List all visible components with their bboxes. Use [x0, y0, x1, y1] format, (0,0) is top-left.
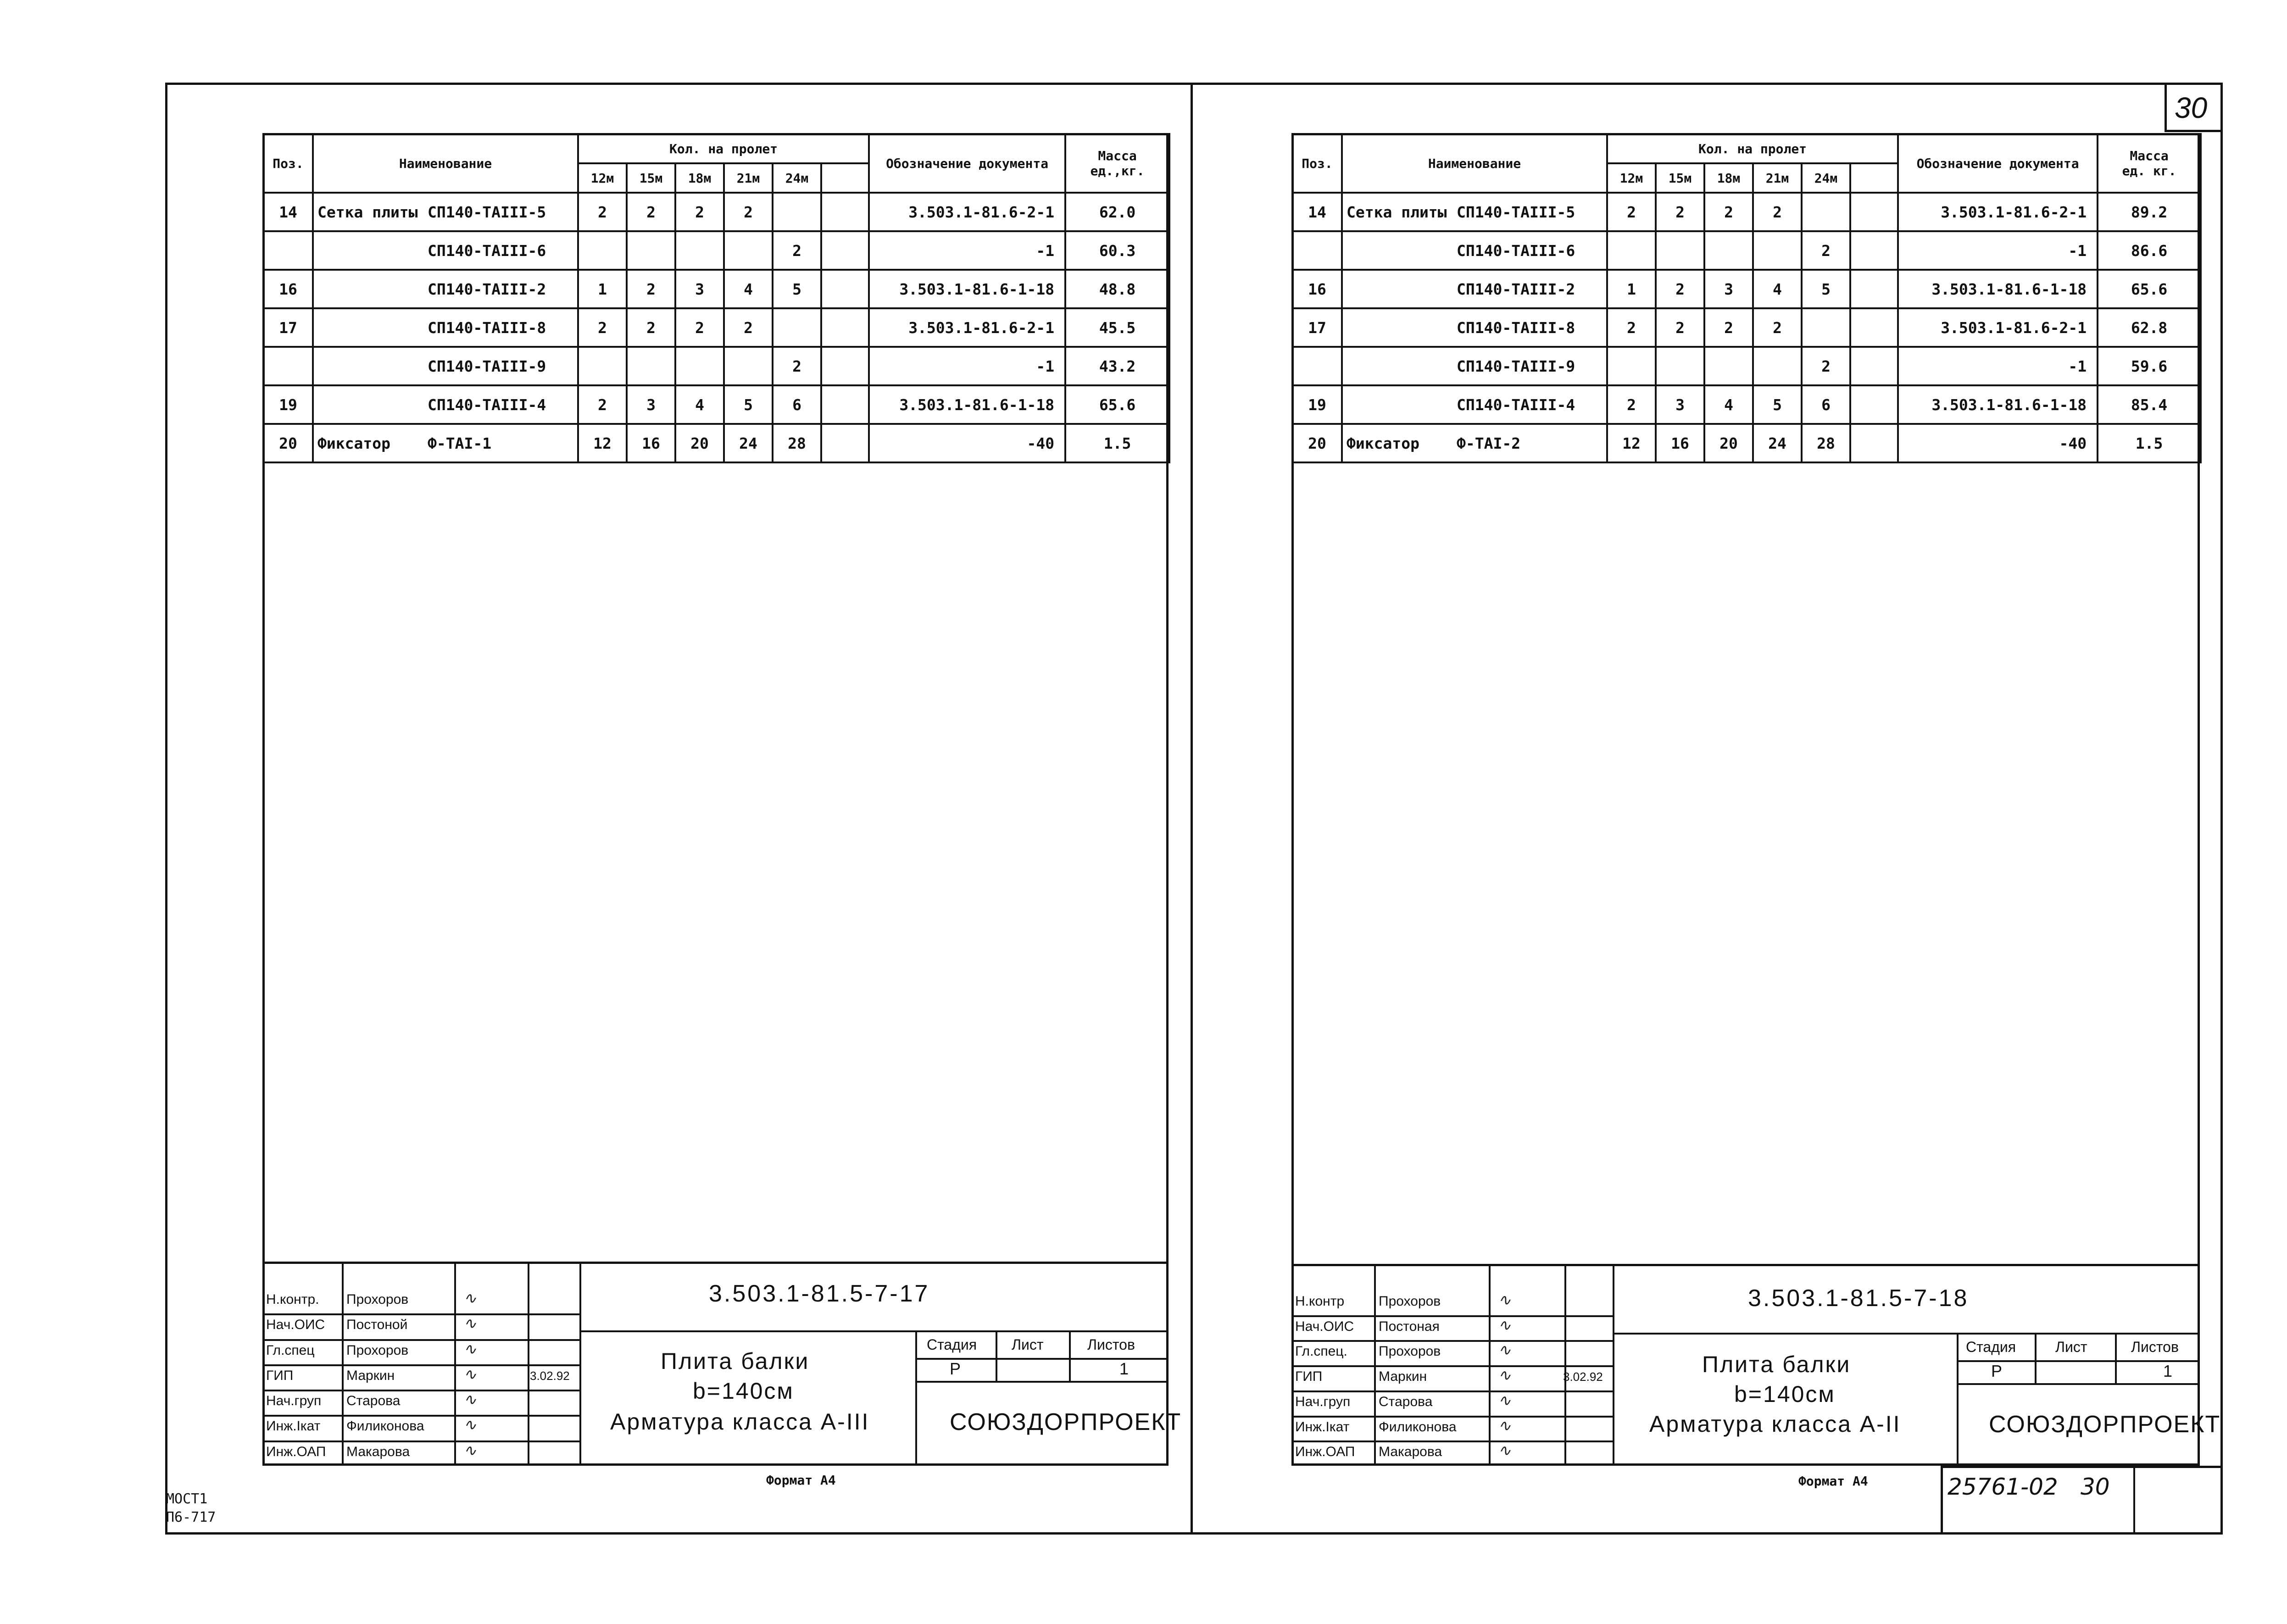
doc-cell: -40 [1898, 424, 2098, 462]
mass-cell: 62.0 [1065, 193, 1169, 231]
right-org: СОЮЗДОРПРОЕКТ [1989, 1411, 2221, 1438]
name-cell [1342, 193, 1607, 231]
tb-role: Нач.ОИС [1295, 1318, 1354, 1334]
margin-note-line2: П6-717 [166, 1509, 216, 1525]
mass-cell: 59.6 [2098, 347, 2201, 385]
tb-role: Нач.груп [1295, 1394, 1351, 1409]
name-cell [1342, 424, 1607, 462]
name-cell [313, 308, 578, 347]
right-doc-code: 3.503.1-81.5-7-18 [1748, 1285, 1969, 1312]
doc-cell: -1 [869, 347, 1065, 385]
tb-role: Гл.спец. [1295, 1344, 1347, 1359]
left-title-line1: Плита балки [661, 1348, 810, 1374]
qty-cell: 24 [1753, 424, 1802, 462]
mass-cell: 60.3 [1065, 231, 1169, 270]
qty-cell [675, 231, 724, 270]
qty-cell: 2 [1607, 308, 1656, 347]
qty-cell [724, 231, 773, 270]
tb-signature: ∿ [1498, 1316, 1511, 1335]
title-block-row-line [262, 1440, 579, 1442]
mass-cell: 65.6 [2098, 270, 2201, 308]
qty-cell [821, 270, 869, 308]
item-name: СП140-ТАIII-5 [428, 203, 546, 221]
tb-signature: ∿ [463, 1340, 477, 1358]
mass-cell: 85.4 [2098, 385, 2201, 424]
doc-cell: -1 [1898, 231, 2098, 270]
qty-cell: 12 [578, 424, 627, 462]
qty-cell: 2 [1656, 308, 1704, 347]
mass-cell: 43.2 [1065, 347, 1169, 385]
qty-cell [627, 347, 675, 385]
qty-cell: 2 [675, 308, 724, 347]
title-block-row-line [1291, 1416, 1613, 1418]
title-block-row-line [1291, 1315, 1613, 1317]
item-name: СП140-ТАIII-8 [1457, 318, 1575, 337]
tb-role: Гл.спец [266, 1342, 315, 1358]
archive-page: 30 [2081, 1474, 2110, 1500]
qty-cell: 12 [1607, 424, 1656, 462]
title-block-row-line [262, 1415, 579, 1417]
table-row [1292, 347, 2201, 385]
pos-cell [1292, 231, 1342, 270]
pos-cell: 17 [263, 308, 313, 347]
pos-cell: 14 [263, 193, 313, 231]
title-block-row-line [1291, 1340, 1613, 1342]
span-extra [1850, 163, 1898, 193]
qty-cell: 2 [1656, 270, 1704, 308]
span-12: 12м [578, 163, 627, 193]
qty-cell [1607, 231, 1656, 270]
tb-role: ГИП [1295, 1369, 1323, 1385]
qty-cell: 2 [675, 193, 724, 231]
pos-cell: 17 [1292, 308, 1342, 347]
title-block-row-line [262, 1364, 579, 1366]
qty-cell [1850, 424, 1898, 462]
qty-cell: 5 [773, 270, 821, 308]
qty-cell: 2 [1802, 231, 1850, 270]
item-name: СП140-ТАIII-4 [428, 395, 546, 414]
table-row [1292, 424, 2201, 462]
tb-signature: ∿ [463, 1314, 477, 1333]
doc-cell: 3.503.1-81.6-2-1 [1898, 193, 2098, 231]
header-pos: Поз. [1292, 134, 1342, 193]
pos-cell [263, 231, 313, 270]
tb-name: Маркин [1379, 1369, 1427, 1385]
qty-cell [773, 193, 821, 231]
tb-role: Инж.Iкат [1295, 1419, 1350, 1435]
qty-cell [1850, 193, 1898, 231]
tb-role: ГИП [266, 1368, 294, 1383]
span-21: 21м [1753, 163, 1802, 193]
qty-cell: 2 [1802, 347, 1850, 385]
qty-cell [821, 231, 869, 270]
tb-name: Филиконова [1379, 1419, 1457, 1435]
mass-cell: 86.6 [2098, 231, 2201, 270]
left-title-line3: Арматура класса А-III [610, 1409, 870, 1435]
qty-cell: 2 [627, 270, 675, 308]
mass-cell: 1.5 [2098, 424, 2201, 462]
name-cell [313, 193, 578, 231]
name-cell [1342, 231, 1607, 270]
qty-cell: 28 [773, 424, 821, 462]
doc-cell: -1 [869, 231, 1065, 270]
qty-cell [1850, 347, 1898, 385]
header-mass-line2: ед.,кг. [1090, 163, 1145, 178]
span-15: 15м [627, 163, 675, 193]
qty-cell: 16 [1656, 424, 1704, 462]
pos-cell [263, 347, 313, 385]
tb-name: Маркин [346, 1368, 395, 1383]
qty-cell: 2 [1607, 385, 1656, 424]
right-title-line1: Плита балки [1702, 1351, 1851, 1377]
name-prefix: Фиксатор [1347, 434, 1419, 452]
right-stage-label: Стадия [1966, 1339, 2016, 1355]
tb-signature: ∿ [1498, 1291, 1511, 1309]
right-stage: Р [1991, 1362, 2003, 1380]
item-name: СП140-ТАIII-2 [1457, 280, 1575, 298]
qty-cell: 2 [1704, 193, 1753, 231]
header-mass-line1: Масса [2130, 148, 2169, 163]
tb-name: Постоной [346, 1317, 408, 1333]
table-row [263, 193, 1169, 231]
qty-cell: 4 [1704, 385, 1753, 424]
doc-cell: 3.503.1-81.6-1-18 [1898, 385, 2098, 424]
left-spec-table [262, 133, 1170, 463]
span-18: 18м [675, 163, 724, 193]
title-block-row-line [1291, 1390, 1613, 1392]
tb-signature: ∿ [1498, 1366, 1511, 1385]
header-pos: Поз. [263, 134, 313, 193]
name-prefix: Сетка плиты [317, 203, 418, 221]
qty-cell [675, 347, 724, 385]
doc-cell: 3.503.1-81.6-2-1 [1898, 308, 2098, 347]
qty-cell [1802, 193, 1850, 231]
item-name: Ф-ТАI-2 [1457, 434, 1521, 452]
item-name: СП140-ТАIII-4 [1457, 395, 1575, 414]
item-name: СП140-ТАIII-6 [1457, 241, 1575, 260]
title-block-row-line [262, 1313, 579, 1315]
qty-cell: 2 [627, 308, 675, 347]
tb-name: Прохоров [1379, 1294, 1441, 1309]
tb-name: Филиконова [346, 1418, 424, 1434]
doc-cell: 3.503.1-81.6-2-1 [869, 193, 1065, 231]
left-org: СОЮЗДОРПРОЕКТ [950, 1409, 1182, 1435]
qty-cell [1850, 231, 1898, 270]
header-mass-line1: Масса [1098, 148, 1137, 163]
qty-cell: 2 [578, 193, 627, 231]
item-name: Ф-ТАI-1 [428, 434, 492, 452]
header-mass-line2: ед. кг. [2122, 163, 2176, 178]
span-24: 24м [773, 163, 821, 193]
title-block-row-line [1291, 1440, 1613, 1442]
qty-cell: 5 [724, 385, 773, 424]
name-prefix: Сетка плиты [1347, 203, 1447, 221]
header-doc: Обозначение документа [869, 134, 1065, 193]
tb-name: Прохоров [346, 1342, 409, 1358]
qty-cell [1753, 347, 1802, 385]
qty-cell: 28 [1802, 424, 1850, 462]
pos-cell: 19 [1292, 385, 1342, 424]
tb-signature: ∿ [463, 1365, 477, 1384]
doc-cell: -40 [869, 424, 1065, 462]
right-title-line2: b=140см [1734, 1381, 1836, 1407]
qty-cell: 24 [724, 424, 773, 462]
mass-cell: 65.6 [1065, 385, 1169, 424]
qty-cell [724, 347, 773, 385]
name-cell [1342, 270, 1607, 308]
qty-cell: 2 [724, 308, 773, 347]
header-mass [2098, 134, 2201, 193]
tb-signature: ∿ [463, 1416, 477, 1435]
qty-cell: 2 [773, 347, 821, 385]
left-doc-code: 3.503.1-81.5-7-17 [709, 1280, 930, 1307]
header-mass [1065, 134, 1169, 193]
tb-date: 3.02.92 [1563, 1370, 1603, 1384]
pos-cell: 20 [1292, 424, 1342, 462]
table-row [1292, 385, 2201, 424]
archive-number: 25761-02 [1948, 1474, 2058, 1500]
header-qty: Кол. на пролет [1607, 134, 1898, 163]
table-row [1292, 270, 2201, 308]
qty-cell: 4 [724, 270, 773, 308]
qty-cell: 2 [1607, 193, 1656, 231]
qty-cell: 2 [1704, 308, 1753, 347]
qty-cell: 6 [773, 385, 821, 424]
mass-cell: 89.2 [2098, 193, 2201, 231]
qty-cell [1607, 347, 1656, 385]
name-cell [1342, 347, 1607, 385]
qty-cell: 2 [578, 308, 627, 347]
name-cell [313, 347, 578, 385]
qty-cell [821, 385, 869, 424]
doc-cell: -1 [1898, 347, 2098, 385]
right-sheets-label: Листов [2131, 1339, 2179, 1355]
span-15: 15м [1656, 163, 1704, 193]
qty-cell [1704, 347, 1753, 385]
page-number: 30 [2175, 91, 2208, 124]
right-spec-table [1291, 133, 2202, 463]
pos-cell: 19 [263, 385, 313, 424]
qty-cell [1802, 308, 1850, 347]
tb-name: Макарова [1379, 1444, 1442, 1460]
tb-role: Нач.ОИС [266, 1317, 325, 1333]
header-qty: Кол. на пролет [578, 134, 869, 163]
qty-cell: 3 [675, 270, 724, 308]
qty-cell [821, 424, 869, 462]
qty-cell [773, 308, 821, 347]
tb-signature: ∿ [463, 1390, 477, 1409]
table-row [1292, 308, 2201, 347]
item-name: СП140-ТАIII-8 [428, 318, 546, 337]
qty-cell [578, 347, 627, 385]
tb-date: 3.02.92 [530, 1368, 570, 1383]
name-cell [1342, 385, 1607, 424]
left-stage: Р [950, 1359, 961, 1378]
qty-cell [1753, 231, 1802, 270]
qty-cell [821, 308, 869, 347]
name-prefix: Фиксатор [317, 434, 390, 452]
qty-cell: 2 [1753, 308, 1802, 347]
doc-cell: 3.503.1-81.6-1-18 [1898, 270, 2098, 308]
left-sheets: 1 [1119, 1359, 1129, 1378]
header-name: Наименование [1342, 134, 1607, 193]
qty-cell: 3 [1656, 385, 1704, 424]
qty-cell: 2 [773, 231, 821, 270]
span-24: 24м [1802, 163, 1850, 193]
left-sheets-label: Листов [1087, 1336, 1135, 1353]
mass-cell: 62.8 [2098, 308, 2201, 347]
name-cell [313, 270, 578, 308]
name-cell [313, 424, 578, 462]
span-18: 18м [1704, 163, 1753, 193]
left-format: Формат А4 [766, 1473, 836, 1488]
pos-cell: 14 [1292, 193, 1342, 231]
qty-cell: 16 [627, 424, 675, 462]
mass-cell: 45.5 [1065, 308, 1169, 347]
pos-cell: 20 [263, 424, 313, 462]
tb-name: Прохоров [1379, 1344, 1441, 1359]
qty-cell: 4 [675, 385, 724, 424]
tb-signature: ∿ [463, 1441, 477, 1460]
tb-signature: ∿ [1498, 1441, 1511, 1460]
tb-role: Н.контр. [266, 1292, 319, 1307]
doc-cell: 3.503.1-81.6-1-18 [869, 385, 1065, 424]
right-sheets: 1 [2163, 1362, 2173, 1380]
table-row [263, 385, 1169, 424]
qty-cell: 6 [1802, 385, 1850, 424]
qty-cell: 3 [627, 385, 675, 424]
qty-cell [821, 193, 869, 231]
tb-signature: ∿ [1498, 1416, 1511, 1435]
qty-cell [1704, 231, 1753, 270]
item-name: СП140-ТАIII-9 [1457, 357, 1575, 375]
tb-role: Инж.ОАП [266, 1444, 326, 1459]
table-row [263, 424, 1169, 462]
qty-cell [1656, 231, 1704, 270]
qty-cell: 3 [1704, 270, 1753, 308]
qty-cell: 2 [1753, 193, 1802, 231]
tb-name: Старова [1379, 1394, 1433, 1409]
name-cell [1342, 308, 1607, 347]
table-row [263, 347, 1169, 385]
span-12: 12м [1607, 163, 1656, 193]
qty-cell: 4 [1753, 270, 1802, 308]
doc-cell: 3.503.1-81.6-1-18 [869, 270, 1065, 308]
item-name: СП140-ТАIII-6 [428, 241, 546, 260]
table-row [263, 231, 1169, 270]
mass-cell: 48.8 [1065, 270, 1169, 308]
title-block-row-line [262, 1339, 579, 1341]
left-stage-label: Стадия [927, 1336, 977, 1353]
table-row [1292, 193, 2201, 231]
item-name: СП140-ТАIII-5 [1457, 203, 1575, 221]
doc-cell: 3.503.1-81.6-2-1 [869, 308, 1065, 347]
tb-name: Постоная [1379, 1318, 1440, 1334]
qty-cell: 1 [578, 270, 627, 308]
qty-cell [578, 231, 627, 270]
qty-cell: 2 [1656, 193, 1704, 231]
table-row [263, 308, 1169, 347]
tb-role: Н.контр [1295, 1294, 1345, 1309]
pos-cell: 16 [263, 270, 313, 308]
qty-cell [627, 231, 675, 270]
tb-name: Прохоров [346, 1292, 409, 1307]
qty-cell: 5 [1753, 385, 1802, 424]
header-name: Наименование [313, 134, 578, 193]
title-block-row-line [262, 1390, 579, 1391]
qty-cell: 5 [1802, 270, 1850, 308]
tb-role: Инж.ОАП [1295, 1444, 1355, 1460]
right-title-line3: Арматура класса А-II [1649, 1411, 1901, 1437]
qty-cell: 1 [1607, 270, 1656, 308]
qty-cell: 20 [1704, 424, 1753, 462]
span-extra [821, 163, 869, 193]
left-title-line2: b=140см [693, 1378, 794, 1404]
qty-cell: 2 [627, 193, 675, 231]
qty-cell: 2 [724, 193, 773, 231]
qty-cell: 2 [578, 385, 627, 424]
tb-role: Нач.груп [266, 1393, 322, 1409]
qty-cell: 20 [675, 424, 724, 462]
tb-name: Макарова [346, 1444, 410, 1459]
span-21: 21м [724, 163, 773, 193]
right-sheet-label: Лист [2055, 1339, 2087, 1355]
tb-role: Инж.Iкат [266, 1418, 321, 1434]
qty-cell [1850, 270, 1898, 308]
qty-cell [1656, 347, 1704, 385]
left-sheet-label: Лист [1012, 1336, 1044, 1353]
header-doc: Обозначение документа [1898, 134, 2098, 193]
table-row [1292, 231, 2201, 270]
table-row [263, 270, 1169, 308]
pos-cell [1292, 347, 1342, 385]
name-cell [313, 231, 578, 270]
qty-cell [821, 347, 869, 385]
qty-cell [1850, 385, 1898, 424]
margin-note-line1: МОСТ1 [166, 1491, 208, 1507]
qty-cell [1850, 308, 1898, 347]
item-name: СП140-ТАIII-9 [428, 357, 546, 375]
tb-signature: ∿ [463, 1289, 477, 1307]
name-cell [313, 385, 578, 424]
right-format: Формат А4 [1798, 1474, 1868, 1489]
title-block-row-line [1291, 1365, 1613, 1367]
tb-name: Старова [346, 1393, 401, 1409]
mass-cell: 1.5 [1065, 424, 1169, 462]
tb-signature: ∿ [1498, 1341, 1511, 1360]
tb-signature: ∿ [1498, 1391, 1511, 1410]
item-name: СП140-ТАIII-2 [428, 280, 546, 298]
pos-cell: 16 [1292, 270, 1342, 308]
